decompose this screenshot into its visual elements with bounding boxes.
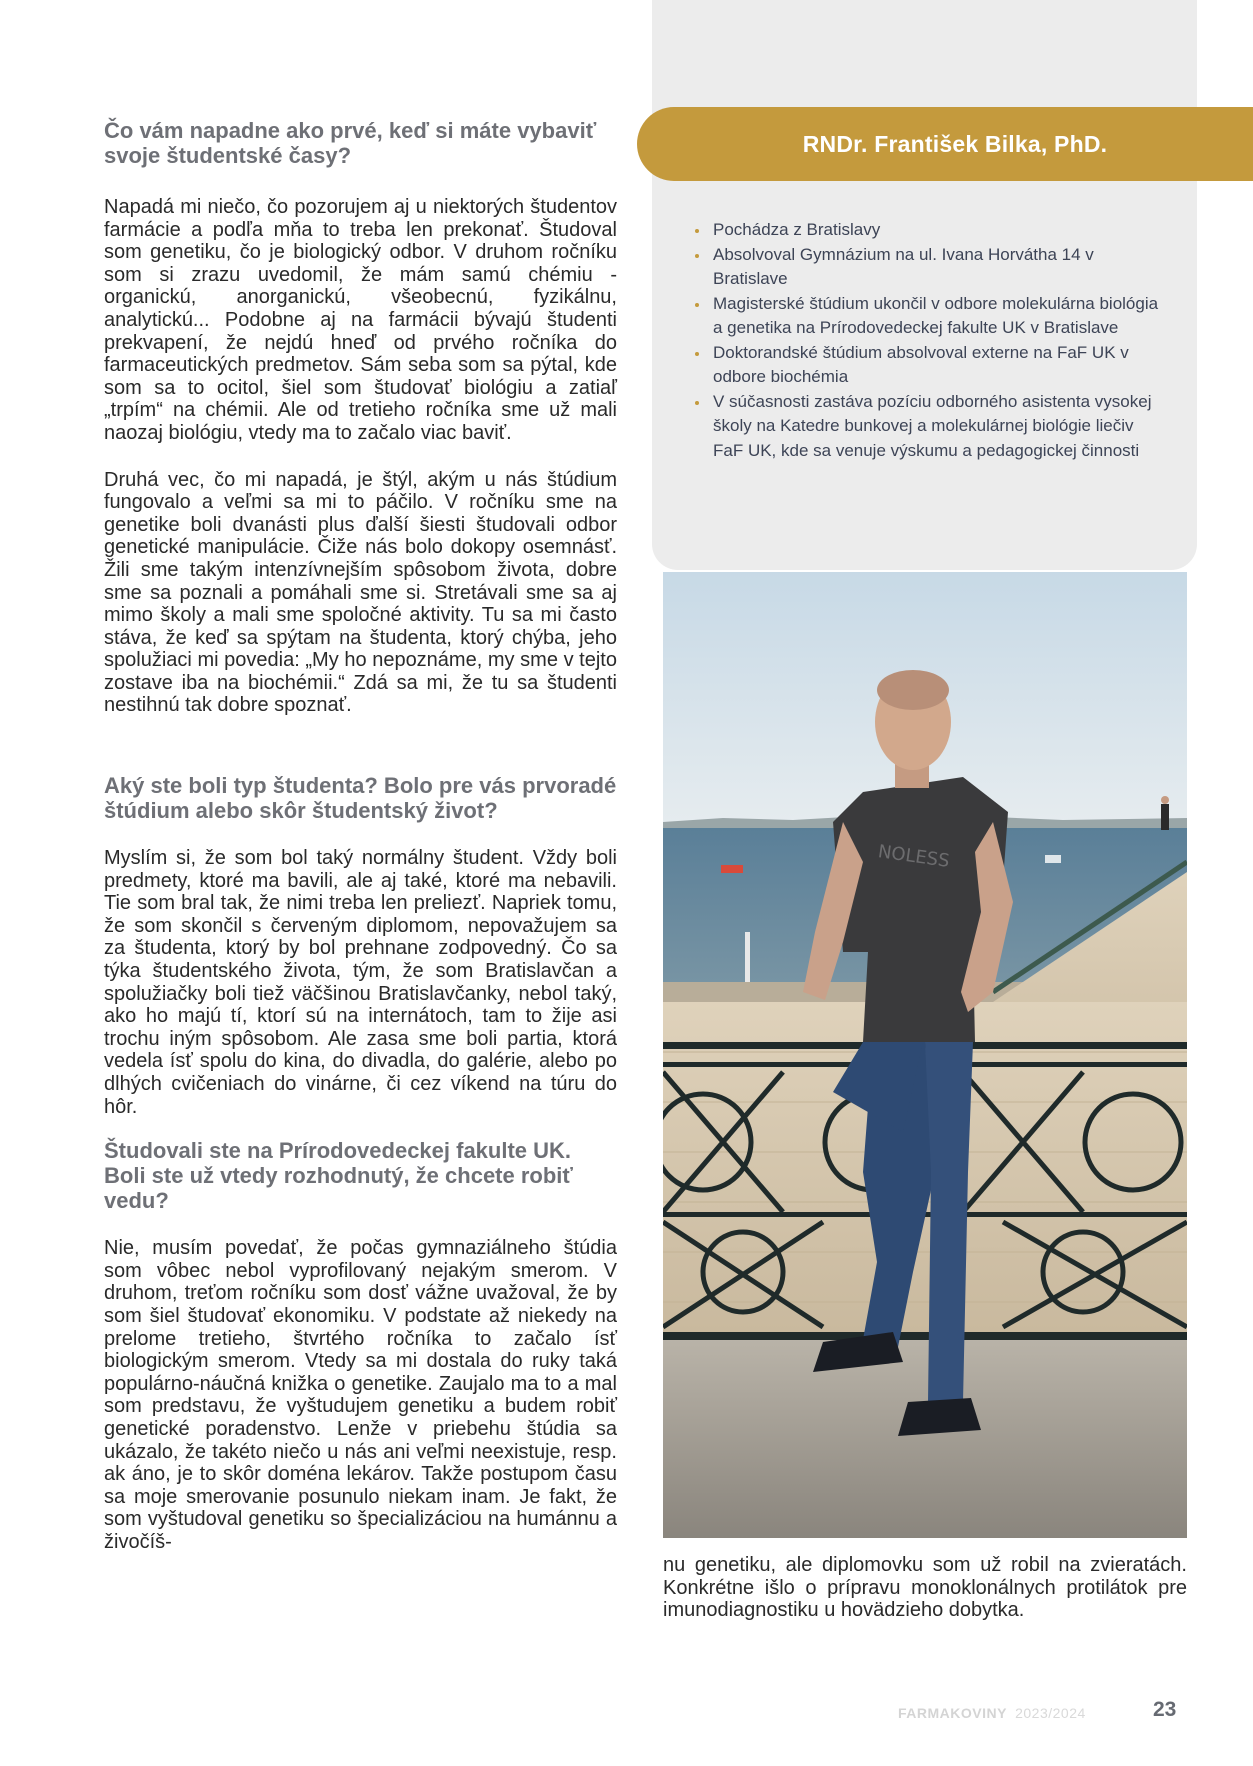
answer-paragraph: Napadá mi niečo, čo pozorujem aj u niektorých študentov farmácie a podľa mňa to treba len prekonať. Študoval som genetiku, čo je biologický odbor. V druhom ročníku som si zrazu uvedomil, že mám samú chémiu - organickú, anorganickú, všeobecnú, fyzikálnu, analytickú... Podobne aj na farmácii bývajú študenti prekvapení, že nejdú hneď od prvého ročníka do farmaceutických predmetov. Sám seba som sa pýtal, kde som sa to ocitol, šiel som študovať biológiu a zatiaľ „trpím“ na chémii. Ale od tretieho ročníka sme už mali naozaj biológiu, vtedy ma to začalo viac baviť. (104, 196, 617, 444)
svg-text:NOLESS: NOLESS (876, 841, 951, 872)
profile-name-banner (637, 107, 1253, 181)
bio-item: Absolvoval Gymnázium na ul. Ivana Horvátha 14 v Bratislave (695, 243, 1165, 292)
magazine-name: FARMAKOVINY (898, 1705, 1007, 1721)
answer-paragraph: Myslím si, že som bol taký normálny študent. Vždy boli predmety, ktoré ma bavili, ale aj také, ktoré ma nebavili. Tie som bral tak, že nimi treba len preliezť. Napriek tomu, že som skončil s červeným diplomom, nepovažujem sa za študenta, ktorý by bol prehnane zodpovedný. Čo sa týka študentského života, tým, že som Bratislavčan a spolužiačky boli tiež väčšinou Bratislavčanky, nebol taký, ako ho majú tí, ktorí sú na internátoch, tam to žije asi trochu iným spôsobom. Ale zasa sme boli partia, ktorá vedela ísť spolu do kina, do divadla, do galérie, alebo po dlhých cvičeniach do vinárne, či cez víkend na túru do hôr. (104, 847, 617, 1118)
profile-bio-list (695, 218, 1165, 463)
question-heading: Čo vám napadne ako prvé, keď si máte vybaviť svoje študentské časy? (104, 118, 597, 168)
question-heading: Študovali ste na Prírodovedeckej fakulte UK. Boli ste už vtedy rozhodnutý, že chcete robiť vedu? (104, 1138, 573, 1214)
answer-paragraph: Nie, musím povedať, že počas gymnaziálneho štúdia som vôbec nebol vyprofilovaný nejakým smerom. V druhom, treťom ročníku som dosť vážne uvažoval, že by som šiel študovať ekonomiku. V podstate až niekedy na prelome tretieho, štvrtého ročníka to začalo ísť biologickým smerom. Vtedy sa mi dostala do ruky taká populárno-náučná knižka o genetike. Zaujalo ma to a mal som predstavu, že vyštudujem genetiku a budem robiť genetické poradenstvo. Lenže v priebehu štúdia sa ukázalo, že takéto niečo u nás ani veľmi neexistuje, resp. ak áno, je to skôr doména lekárov. Takže postupom času sa moje smerovanie posunulo niekam inam. Je fakt, že som vyštudoval genetiku so špecializáciou na humánnu a živočíš- (104, 1237, 617, 1553)
bio-item: Doktorandské štúdium absolvoval externe na FaF UK v odbore biochémia (695, 341, 1165, 390)
article-left-column (104, 118, 617, 1554)
portrait-photo-illustration (663, 572, 1187, 1538)
answer-paragraph: Druhá vec, čo mi napadá, je štýl, akým u nás štúdium fungovalo a veľmi sa mi to páčilo. V ročníku sme na genetike boli dvanásti plus ďalší šiesti študovali odbor genetické manipulácie. Čiže nás bolo dokopy osemnásť. Žili sme takým intenzívnejším spôsobom života, dobre sme sa poznali a pomáhali sme si. Stretávali sme sa aj mimo školy a mali sme spoločné aktivity. Tu sa mi často stáva, že keď sa spýtam na študenta, ktorý chýba, jeho spolužiaci mi povedia: „My ho nepoznáme, my sme v tejto zostave iba na biochémii.“ Zdá sa mi, že tu sa študenti nestihnú tak dobre spoznať. (104, 468, 617, 717)
bio-item: Magisterské štúdium ukončil v odbore molekulárna biológia a genetika na Prírodovedeckej fakulte UK v Bratislave (695, 292, 1165, 341)
bio-item: V súčasnosti zastáva pozíciu odborného asistenta vysokej školy na Katedre bunkovej a molekulárnej biológie liečiv FaF UK, kde sa venuje výskumu a pedagogickej činnosti (695, 390, 1165, 464)
answer-paragraph-continued: nu genetiku, ale diplomovku som už robil na zvieratách. Konkrétne išlo o prípravu monoklonálnych protilátok pre imunodiagnostiku u hovädzieho dobytka. (663, 1554, 1187, 1622)
page-number: 23 (1153, 1698, 1177, 1721)
bio-item: Pochádza z Bratislavy (695, 218, 1165, 243)
magazine-year: 2023/2024 (1015, 1705, 1086, 1721)
profile-name: RNDr. František Bilka, PhD. (802, 130, 1108, 157)
question-heading: Aký ste boli typ študenta? Bolo pre vás prvoradé štúdium alebo skôr študentský život? (104, 773, 617, 824)
magazine-footer (898, 1705, 1086, 1721)
portrait-photo (663, 572, 1187, 1538)
